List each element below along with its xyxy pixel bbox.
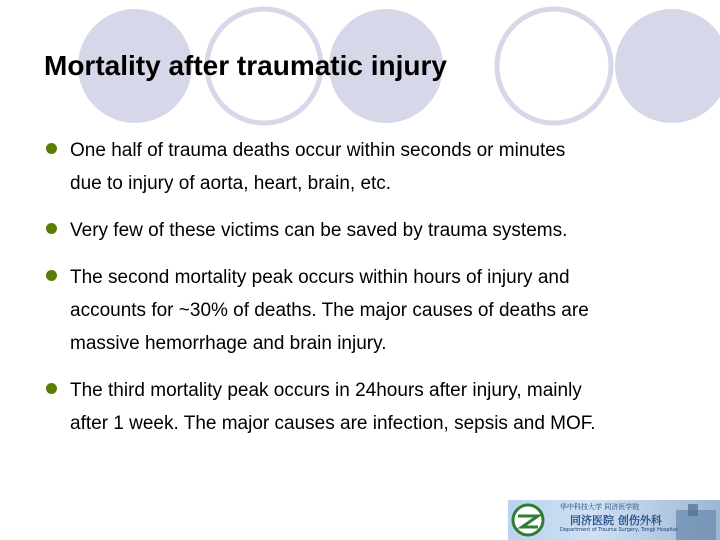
bullet-line: The second mortality peak occurs within hours of injury and	[70, 267, 570, 288]
bullet-line: One half of trauma deaths occur within seconds or minutes	[70, 140, 566, 161]
bullet-line: Very few of these victims can be saved by trauma systems.	[70, 220, 568, 241]
bullet-item	[46, 374, 696, 440]
bullet-line: The third mortality peak occurs in 24hours after injury, mainly	[70, 380, 582, 401]
logo-hospital-text: 同济医院 创伤外科	[570, 514, 662, 527]
bullet-dot-icon	[46, 223, 57, 234]
bullet-item	[46, 214, 696, 247]
logo-department-text: Department of Trauma Surgery, Tongji Hospital	[560, 527, 678, 533]
bullet-item	[46, 134, 696, 200]
circle-4	[497, 9, 611, 123]
bullet-dot-icon	[46, 143, 57, 154]
bullet-dot-icon	[46, 270, 57, 281]
bullet-item	[46, 261, 696, 360]
bullet-line: after 1 week. The major causes are infection, sepsis and MOF.	[70, 413, 596, 434]
bullet-list	[46, 134, 696, 454]
bullet-line: massive hemorrhage and brain injury.	[70, 333, 387, 354]
bullet-line: accounts for ~30% of deaths. The major causes of deaths are	[70, 300, 589, 321]
circle-5	[615, 9, 720, 123]
logo-university-text: 华中科技大学 同济医学院	[560, 503, 640, 511]
building-tower	[688, 504, 698, 516]
hospital-logo-banner	[508, 500, 720, 540]
bullet-line: due to injury of aorta, heart, brain, etc.	[70, 173, 392, 194]
logo-emblem-icon	[513, 505, 543, 535]
bullet-dot-icon	[46, 383, 57, 394]
slide-title: Mortality after traumatic injury	[44, 50, 447, 81]
